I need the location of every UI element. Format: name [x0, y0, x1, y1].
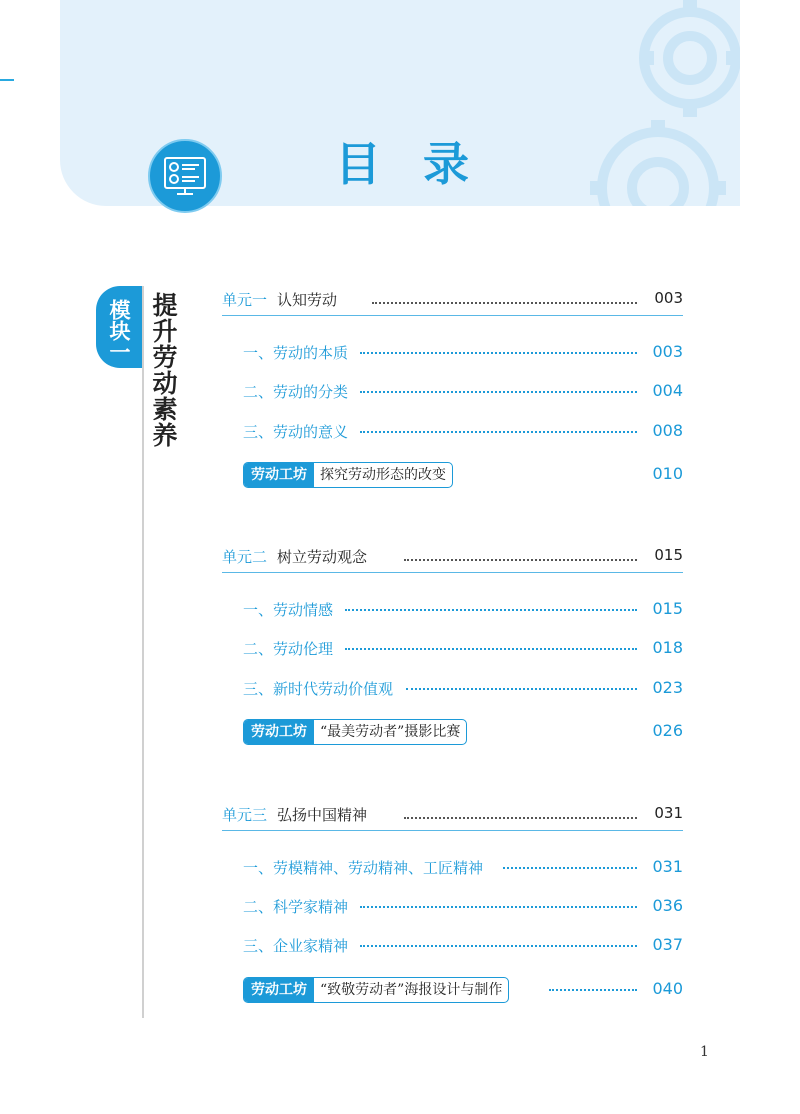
toc-item[interactable]	[243, 599, 683, 621]
unit-number: 单元一	[222, 291, 268, 309]
unit-name: 认知劳动	[277, 291, 338, 309]
leader-dots	[345, 648, 637, 650]
toc-item-label: 二、科学家精神	[243, 898, 349, 916]
toc-item-page: 018	[652, 638, 683, 657]
gear-icon	[540, 0, 740, 206]
toc-item-page: 015	[652, 599, 683, 618]
leader-dots	[360, 945, 637, 947]
toc-item-label: 一、劳动的本质	[243, 344, 349, 362]
document-computer-icon	[147, 138, 223, 214]
toc-item-label: 三、新时代劳动价值观	[243, 680, 394, 698]
leader-dots	[360, 391, 637, 393]
unit-page: 015	[654, 546, 683, 564]
module-divider	[142, 286, 144, 1018]
unit-name: 树立劳动观念	[277, 548, 368, 566]
leader-dots	[372, 302, 637, 304]
unit-number: 单元二	[222, 548, 268, 566]
toc-item-page: 023	[652, 678, 683, 697]
leader-dots	[406, 688, 637, 690]
unit-page: 003	[654, 289, 683, 307]
workshop-page: 040	[652, 979, 683, 998]
toc-item-page: 008	[652, 421, 683, 440]
workshop-tag: 劳动工坊	[244, 463, 314, 487]
workshop-page: 026	[652, 721, 683, 740]
workshop-title: “最美劳动者”摄影比赛	[320, 724, 461, 740]
workshop-entry[interactable]	[243, 719, 683, 745]
toc-item-page: 037	[652, 935, 683, 954]
page-title: 目录	[335, 137, 511, 191]
toc-item[interactable]	[243, 678, 683, 700]
unit-name: 弘扬中国精神	[277, 806, 368, 824]
toc-item-page: 003	[652, 342, 683, 361]
unit-number: 单元三	[222, 806, 268, 824]
unit-heading[interactable]	[222, 804, 683, 831]
page-number: 1	[700, 1044, 709, 1060]
toc-item-label: 三、企业家精神	[243, 937, 349, 955]
workshop-tag: 劳动工坊	[244, 720, 314, 744]
toc-item[interactable]	[243, 935, 683, 957]
leader-dots	[503, 867, 637, 869]
toc-item-label: 三、劳动的意义	[243, 423, 349, 441]
module-title: 提升劳动素养	[149, 292, 178, 448]
toc-item[interactable]	[243, 421, 683, 443]
toc-item-label: 一、劳动情感	[243, 601, 334, 619]
toc-item-page: 004	[652, 381, 683, 400]
workshop-box	[243, 462, 453, 488]
toc-item[interactable]	[243, 638, 683, 660]
leader-dots	[360, 431, 637, 433]
unit-page: 031	[654, 804, 683, 822]
module-tab	[96, 286, 142, 368]
edge-marker	[0, 79, 14, 81]
workshop-entry[interactable]	[243, 977, 683, 1003]
toc-item[interactable]	[243, 857, 683, 879]
workshop-tag: 劳动工坊	[244, 978, 314, 1002]
toc-item-page: 036	[652, 896, 683, 915]
leader-dots	[360, 906, 637, 908]
workshop-page: 010	[652, 464, 683, 483]
toc-item-label: 二、劳动的分类	[243, 383, 349, 401]
toc-item-label: 一、劳模精神、劳动精神、工匠精神	[243, 859, 484, 877]
leader-dots	[345, 609, 637, 611]
toc-item[interactable]	[243, 381, 683, 403]
toc-item-label: 二、劳动伦理	[243, 640, 334, 658]
unit-heading[interactable]	[222, 546, 683, 573]
workshop-title: “致敬劳动者”海报设计与制作	[320, 982, 503, 998]
workshop-box	[243, 977, 509, 1003]
workshop-entry[interactable]	[243, 462, 683, 488]
leader-dots	[549, 989, 637, 991]
leader-dots	[404, 559, 637, 561]
toc-item-page: 031	[652, 857, 683, 876]
leader-dots	[404, 817, 637, 819]
unit-heading[interactable]	[222, 289, 683, 316]
module-tag: 模块一	[107, 298, 131, 362]
workshop-box	[243, 719, 467, 745]
leader-dots	[360, 352, 637, 354]
toc-item[interactable]	[243, 896, 683, 918]
workshop-title: 探究劳动形态的改变	[320, 467, 446, 483]
toc-item[interactable]	[243, 342, 683, 364]
